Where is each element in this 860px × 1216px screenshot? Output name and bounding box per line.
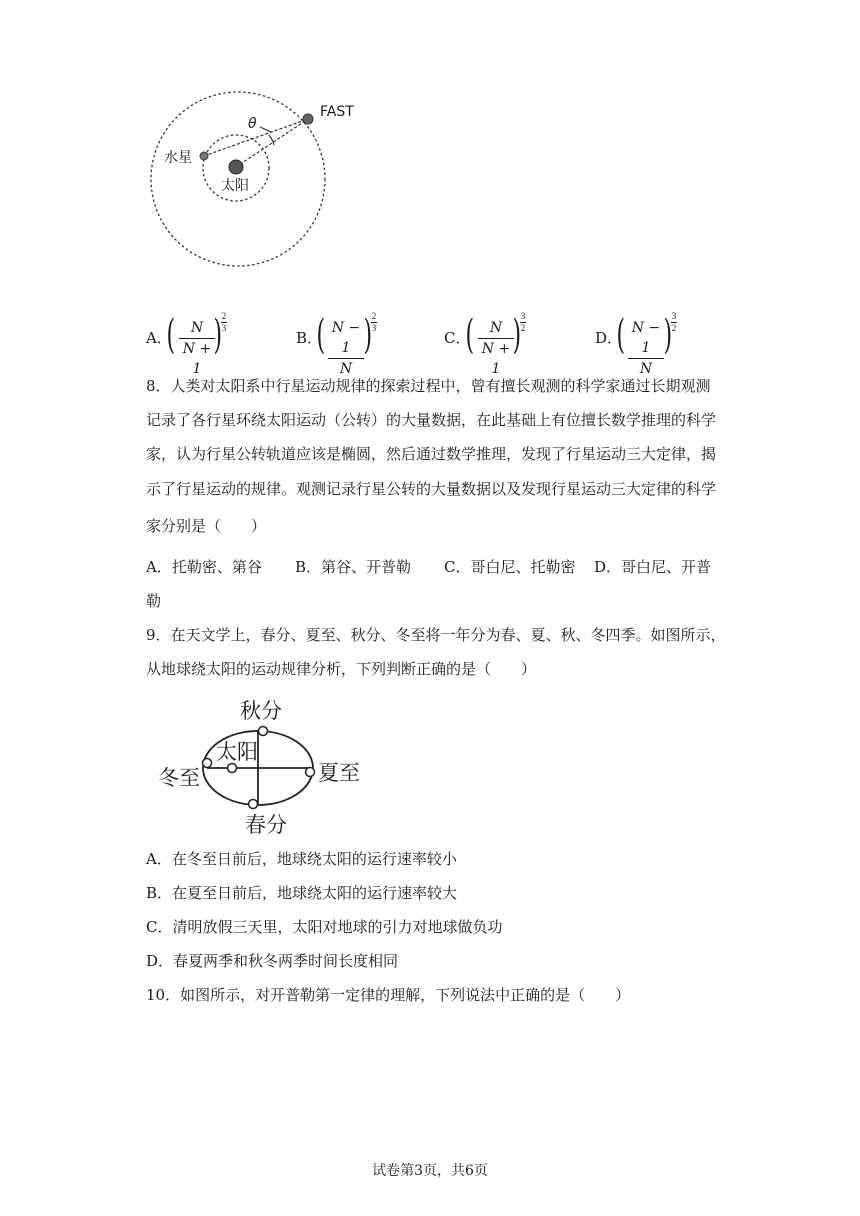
q7-option-c-lparen: ( bbox=[465, 312, 475, 358]
autumn-point bbox=[259, 727, 268, 736]
q7-option-b-exponent: 2 3 bbox=[371, 311, 377, 333]
q7-option-b-num: N − 1 bbox=[331, 320, 361, 356]
q7-option-c-label[interactable]: C． bbox=[444, 329, 471, 347]
q8-option-b[interactable]: B．第谷、开普勒 bbox=[295, 558, 412, 576]
q7-option-d-lparen: ( bbox=[616, 312, 626, 358]
q7-option-a-lparen: ( bbox=[166, 312, 176, 358]
q7-option-b-den: N bbox=[339, 361, 353, 377]
sun-fast-line bbox=[236, 119, 308, 167]
q9-option-c[interactable]: C．清明放假三天里，太阳对地球的引力对地球做负功 bbox=[146, 918, 503, 936]
q7-option-a-exponent: 2 3 bbox=[221, 311, 227, 333]
q9-option-d[interactable]: D．春夏两季和秋冬两季时间长度相同 bbox=[146, 952, 399, 970]
q7-option-a-fraction bbox=[177, 318, 217, 379]
fast-label: FAST bbox=[320, 104, 354, 120]
q7-option-d-label[interactable]: D． bbox=[595, 329, 623, 347]
sun-label: 太阳 bbox=[221, 178, 249, 194]
q7-option-a-den: N + 1 bbox=[182, 341, 212, 377]
q7-option-c-exponent: 3 2 bbox=[520, 311, 526, 333]
spring-label: 春分 bbox=[245, 813, 287, 837]
sun-label: 太阳 bbox=[216, 740, 258, 764]
q9-option-b[interactable]: B．在夏至日前后，地球绕太阳的运行速率较大 bbox=[146, 884, 458, 902]
q7-option-c-fraction bbox=[476, 318, 516, 379]
spring-point bbox=[249, 800, 258, 809]
q8-option-d-wrap: 勒 bbox=[146, 592, 162, 610]
q7-option-c-rparen: ) bbox=[512, 312, 522, 358]
q7-option-c-den: N + 1 bbox=[481, 341, 511, 377]
seasons-diagram bbox=[150, 690, 380, 840]
q8-option-c[interactable]: C．哥白尼、托勒密 bbox=[444, 558, 576, 576]
theta-pointer bbox=[260, 127, 271, 132]
autumn-label: 秋分 bbox=[240, 699, 282, 723]
winter-label: 冬至 bbox=[158, 766, 200, 790]
q7-option-a-num: N bbox=[190, 320, 204, 336]
q8-line-2: 记录了各行星环绕太阳运动（公转）的大量数据，在此基础上有位擅长数学推理的科学 bbox=[146, 411, 717, 429]
q7-option-c-num: N bbox=[489, 320, 503, 336]
q7-option-b-lparen: ( bbox=[316, 312, 326, 358]
q8-line-4: 示了行星运动的规律。观测记录行星公转的大量数据以及发现行星运动三大定律的科学 bbox=[146, 480, 717, 498]
q7-option-b-rparen: ) bbox=[363, 312, 373, 358]
q7-option-d-exponent: 3 2 bbox=[671, 311, 677, 333]
q9-option-a[interactable]: A．在冬至日前后，地球绕太阳的运行速率较小 bbox=[146, 850, 457, 868]
fast-dot bbox=[303, 114, 313, 124]
sun-point bbox=[228, 764, 237, 773]
theta-label: θ bbox=[248, 116, 257, 132]
q9-line-1: 9．在天文学上，春分、夏至、秋分、冬至将一年分为春、夏、秋、冬四季。如图所示， bbox=[146, 626, 726, 644]
q7-option-b-fraction bbox=[326, 318, 366, 379]
winter-point bbox=[203, 759, 212, 768]
page-footer: 试卷第3页，共6页 bbox=[372, 1163, 488, 1179]
q7-option-a-label[interactable]: A． bbox=[146, 329, 172, 347]
mercury-dot bbox=[200, 152, 208, 160]
q8-line-5: 家分别是（ ） bbox=[146, 517, 267, 535]
q8-option-a[interactable]: A．托勒密、第谷 bbox=[146, 558, 262, 576]
orbit-diagram-fast bbox=[140, 90, 380, 270]
summer-label: 夏至 bbox=[318, 761, 360, 785]
q10-line-1: 10．如图所示，对开普勒第一定律的理解，下列说法中正确的是（ ） bbox=[146, 986, 631, 1004]
q8-line-3: 家，认为行星公转轨道应该是椭圆，然后通过数学推理，发现了行星运动三大定律，揭 bbox=[146, 445, 717, 463]
q9-line-2: 从地球绕太阳的运动规律分析，下列判断正确的是（ ） bbox=[146, 660, 537, 678]
q8-option-d[interactable]: D．哥白尼、开普 bbox=[594, 558, 712, 576]
q7-option-d-fraction bbox=[626, 318, 666, 379]
q7-option-a-rparen: ) bbox=[213, 312, 223, 358]
q7-option-d-den: N bbox=[639, 361, 653, 377]
q7-option-d-rparen: ) bbox=[663, 312, 673, 358]
q7-option-d-num: N − 1 bbox=[631, 320, 661, 356]
q7-option-b-label[interactable]: B． bbox=[296, 329, 323, 347]
sun-dot bbox=[229, 160, 243, 174]
q8-line-1: 8．人类对太阳系中行星运动规律的探索过程中，曾有擅长观测的科学家通过长期观测 bbox=[146, 377, 711, 395]
mercury-label: 水星 bbox=[164, 150, 192, 166]
summer-point bbox=[306, 768, 315, 777]
